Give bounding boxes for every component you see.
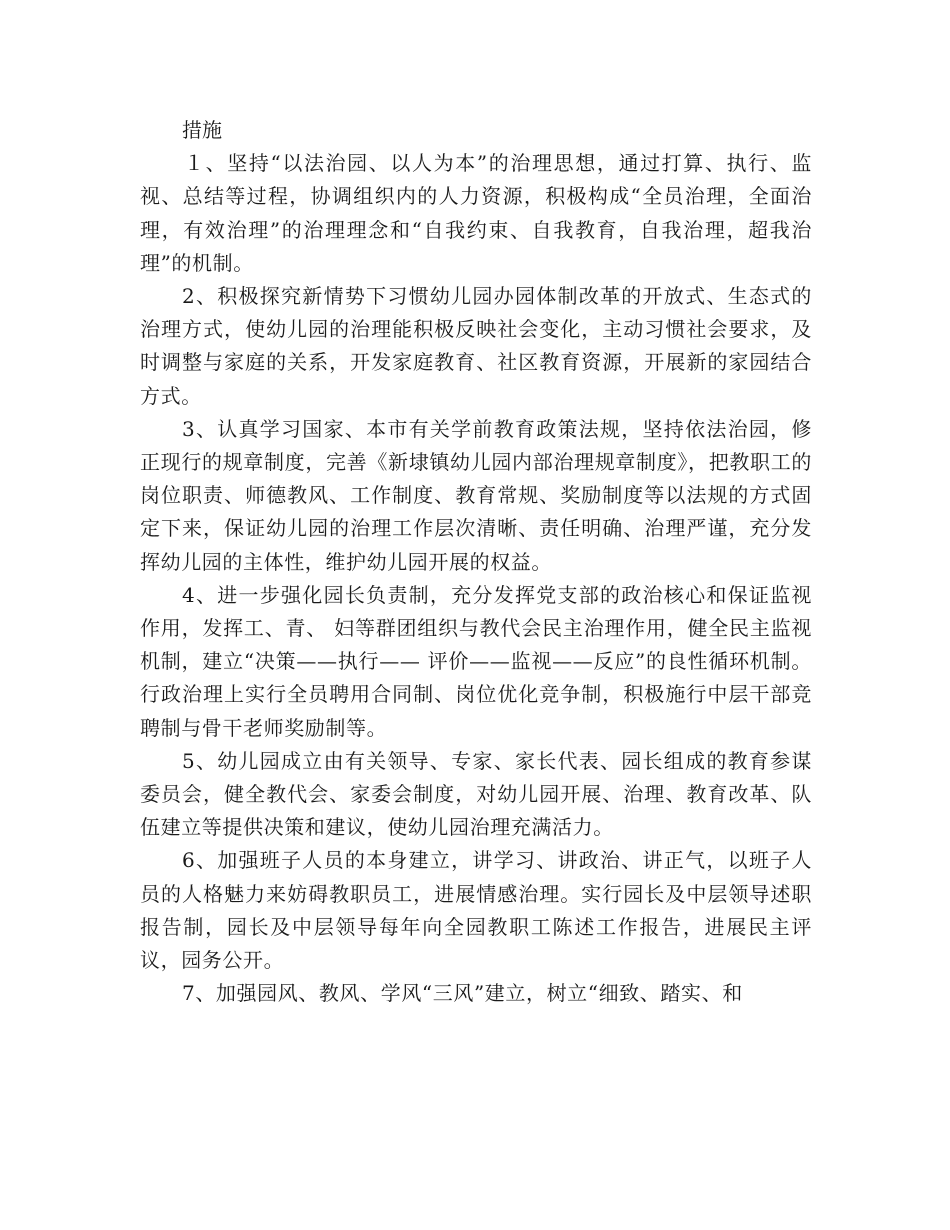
section-heading: 措施 [182, 118, 222, 142]
document-body [140, 114, 812, 1010]
paragraph-2: 2、积极探究新情势下习惯幼儿园办园体制改革的开放式、生态式的治理方式，使幼儿园的治理能积极反映社会变化，主动习惯社会要求，及时调整与家庭的关系，开发家庭教育、社区教育资源，开展新的家园结合方式。 [140, 284, 812, 408]
paragraph-7: 7、加强园风、教风、学风“三风”建立，树立“细致、踏实、和 [182, 981, 743, 1006]
paragraph-6: 6、加强班子人员的本身建立，讲学习、讲政治、讲正气，以班子人员的人格魅力来妨碍教职员工，进展情感治理。实行园长及中层领导述职报告制，园长及中层领导每年向全园教职工陈述工作报告，进展民主评议，园务公开。 [140, 848, 812, 973]
paragraph-4: 4、进一步强化园长负责制，充分发挥党支部的政治核心和保证监视作用，发挥工、青、 妇等群团组织与教代会民主治理作用，健全民主监视机制，建立“决策——执行—— 评价——监视——反应”的良性循环机制。行政治理上实行全员聘用合同制、岗位优化竞争制，积极施行中层干部竞聘制与骨干老师奖励制等。 [140, 582, 812, 740]
paragraph-1: １、坚持“以法治园、以人为本”的治理思想，通过打算、执行、监视、总结等过程，协调组织内的人力资源，积极构成“全员治理，全面治理，有效治理”的治理理念和“自我约束、自我教育，自我治理，超我治理”的机制。 [140, 151, 812, 275]
paragraph-5: 5、幼儿园成立由有关领导、专家、家长代表、园长组成的教育参谋委员会，健全教代会、家委会制度，对幼儿园开展、治理、教育改革、队伍建立等提供决策和建议，使幼儿园治理充满活力。 [140, 748, 812, 840]
paragraph-3: 3、认真学习国家、本市有关学前教育政策法规，坚持依法治园，修正现行的规章制度，完善《新埭镇幼儿园内部治理规章制度》，把教职工的岗位职责、师德教风、工作制度、教育常规、奖励制度等以法规的方式固定下来，保证幼儿园的治理工作层次清晰、责任明确、治理严谨，充分发挥幼儿园的主体性，维护幼儿园开展的权益。 [140, 416, 812, 574]
